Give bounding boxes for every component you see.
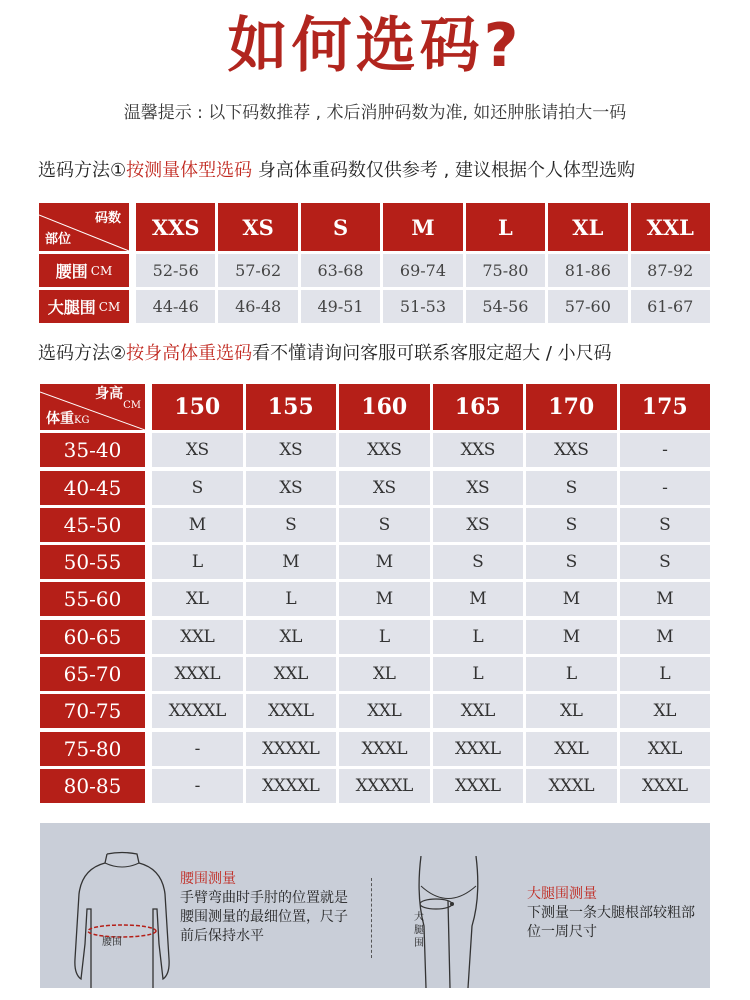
table2-cell: M [620,582,711,616]
table1-cell: 57-60 [548,290,627,323]
table1-cell: 61-67 [631,290,710,323]
thigh-figure-label: 大腿围 [414,912,424,949]
table2-cell: M [339,582,430,616]
table2-cell: XXXL [246,694,337,728]
table1-corner [39,203,133,251]
table2-cell: XL [526,694,617,728]
table2-cell: S [526,508,617,542]
table2-cell: XL [620,694,711,728]
table1-cell: 44-46 [136,290,215,323]
tip-text: 温馨提示 : 以下码数推荐 , 术后消肿码数为准, 如还肿胀请拍大一码 [123,103,627,123]
thigh-description: 下测量一条大腿根部较粗部位一周尺寸 [527,905,695,940]
table2-cell: XXXXL [339,769,430,803]
table2-height-header: 165 [433,384,524,430]
table2-weight-label: 45-50 [40,508,149,542]
table1-row [39,290,710,323]
method-2-highlight: 按身高体重选码 [126,343,253,364]
row-label-unit: CM [98,299,121,314]
table1-size-header: XL [548,203,627,251]
table2-corner-top-unit: CM [123,400,141,411]
table2-weight-label: 40-45 [40,471,149,505]
size-by-height-weight-table [40,384,710,803]
table2-cell: XXXL [152,657,243,691]
table2-cell: XL [339,657,430,691]
table2-row [40,657,710,691]
table2-corner-bottom [46,408,89,428]
table2-cell: L [433,620,524,654]
table2-height-header: 155 [246,384,337,430]
table2-cell: M [526,582,617,616]
table2-weight-label: 80-85 [40,769,149,803]
table2-height-header: 150 [152,384,243,430]
divider [371,878,372,958]
table2-row [40,508,710,542]
table2-row [40,769,710,803]
table2-weight-label: 70-75 [40,694,149,728]
table2-cell: XXXL [433,732,524,766]
table2-cell: XXS [339,433,430,467]
table2-cell: S [339,508,430,542]
table2-cell: XS [246,433,337,467]
table2-corner-bottom-label: 体重 [46,411,74,427]
table1-size-header: S [301,203,380,251]
table1-size-header: XS [218,203,297,251]
table2-cell: S [620,545,711,579]
method-2-line [38,339,612,365]
table2-cell: XS [433,508,524,542]
table2-cell: XL [246,620,337,654]
table1-size-header: M [383,203,462,251]
table2-cell: - [620,433,711,467]
table2-corner [40,384,149,430]
table1-cell: 49-51 [301,290,380,323]
table2-weight-label: 35-40 [40,433,149,467]
table1-row [39,254,710,287]
table2-row [40,620,710,654]
thigh-title: 大腿围测量 [527,886,597,902]
table2-cell: XXL [152,620,243,654]
table2-cell: L [339,620,430,654]
table2-weight-label: 50-55 [40,545,149,579]
method-1-suffix: 身高体重码数仅供参考 , 建议根据个人体型选购 [252,160,636,181]
row-label-text: 大腿围 [47,298,96,317]
table2-cell: XXXXL [152,694,243,728]
table2-corner-top-label: 身高 [95,386,124,402]
table2-cell: XXXXL [246,769,337,803]
table1-cell: 46-48 [218,290,297,323]
table1-cell: 57-62 [218,254,297,287]
table1-corner-top: 码数 [94,211,121,226]
table2-cell: S [620,508,711,542]
table2-weight-label: 65-70 [40,657,149,691]
table2-height-header: 170 [526,384,617,430]
table2-cell: XS [433,471,524,505]
table2-cell: S [152,471,243,505]
table2-cell: L [620,657,711,691]
table2-cell: XXL [526,732,617,766]
table2-cell: XXL [620,732,711,766]
table2-cell: XS [246,471,337,505]
table2-corner-top [95,386,141,414]
table2-cell: XS [152,433,243,467]
size-by-measurement-table [39,203,710,323]
table1-size-header: XXL [631,203,710,251]
table2-cell: M [152,508,243,542]
torso-figure-icon [67,849,177,988]
table2-cell: M [339,545,430,579]
table2-height-header: 160 [339,384,430,430]
table1-row-label [39,290,133,323]
method-2-prefix: 选码方法② [38,343,127,364]
table2-cell: XXL [246,657,337,691]
table2-cell: - [620,471,711,505]
method-1-line [38,156,635,182]
table2-cell: XXL [339,694,430,728]
table2-cell: S [526,545,617,579]
table2-cell: XXXXL [246,732,337,766]
table2-cell: S [246,508,337,542]
waist-title: 腰围测量 [180,871,236,887]
table2-cell: S [526,471,617,505]
table2-cell: XXXL [433,769,524,803]
table2-row [40,732,710,766]
measurement-guide-panel [40,823,710,988]
table2-cell: XXS [526,433,617,467]
table2-cell: L [152,545,243,579]
table2-cell: S [433,545,524,579]
table2-corner-bottom-unit: KG [74,415,90,426]
waist-description: 手臂弯曲时手肘的位置就是腰围测量的最细位置，尺子前后保持水平 [180,890,348,944]
table2-cell: M [620,620,711,654]
table2-row [40,471,710,505]
table2-weight-label: 55-60 [40,582,149,616]
method-2-suffix: 看不懂请询问客服可联系客服定超大 / 小尺码 [252,343,612,364]
table2-height-header: 175 [620,384,711,430]
table1-size-header: L [466,203,545,251]
table2-row [40,433,710,467]
table2-cell: XXXL [339,732,430,766]
table1-cell: 81-86 [548,254,627,287]
table1-cell: 75-80 [466,254,545,287]
table2-cell: M [526,620,617,654]
table2-cell: - [152,769,243,803]
table1-cell: 54-56 [466,290,545,323]
table2-cell: M [246,545,337,579]
table2-cell: XXS [433,433,524,467]
method-1-prefix: 选码方法① [38,160,127,181]
table2-row [40,545,710,579]
table2-cell: M [433,582,524,616]
table2-row [40,582,710,616]
table1-cell: 51-53 [383,290,462,323]
waist-figure-label: 腰围 [102,937,122,948]
method-1-highlight: 按测量体型选码 [126,160,253,181]
table1-row-label [39,254,133,287]
table2-cell: L [433,657,524,691]
table1-corner-bottom: 部位 [45,232,72,247]
table1-cell: 63-68 [301,254,380,287]
table2-row [40,694,710,728]
table2-weight-label: 75-80 [40,732,149,766]
table2-cell: XXXL [620,769,711,803]
page-title: 如何选码? [227,11,523,81]
table2-cell: XXL [433,694,524,728]
table2-cell: XS [339,471,430,505]
table2-header-row [40,384,710,430]
table1-cell: 52-56 [136,254,215,287]
table1-size-header: XXS [136,203,215,251]
table2-cell: - [152,732,243,766]
table2-cell: L [526,657,617,691]
table1-cell: 87-92 [631,254,710,287]
row-label-text: 腰围 [55,262,88,281]
row-label-unit: CM [90,263,113,278]
table2-cell: XXXL [526,769,617,803]
table2-cell: XL [152,582,243,616]
table2-weight-label: 60-65 [40,620,149,654]
table1-header-row [39,203,710,251]
table2-cell: L [246,582,337,616]
table1-cell: 69-74 [383,254,462,287]
